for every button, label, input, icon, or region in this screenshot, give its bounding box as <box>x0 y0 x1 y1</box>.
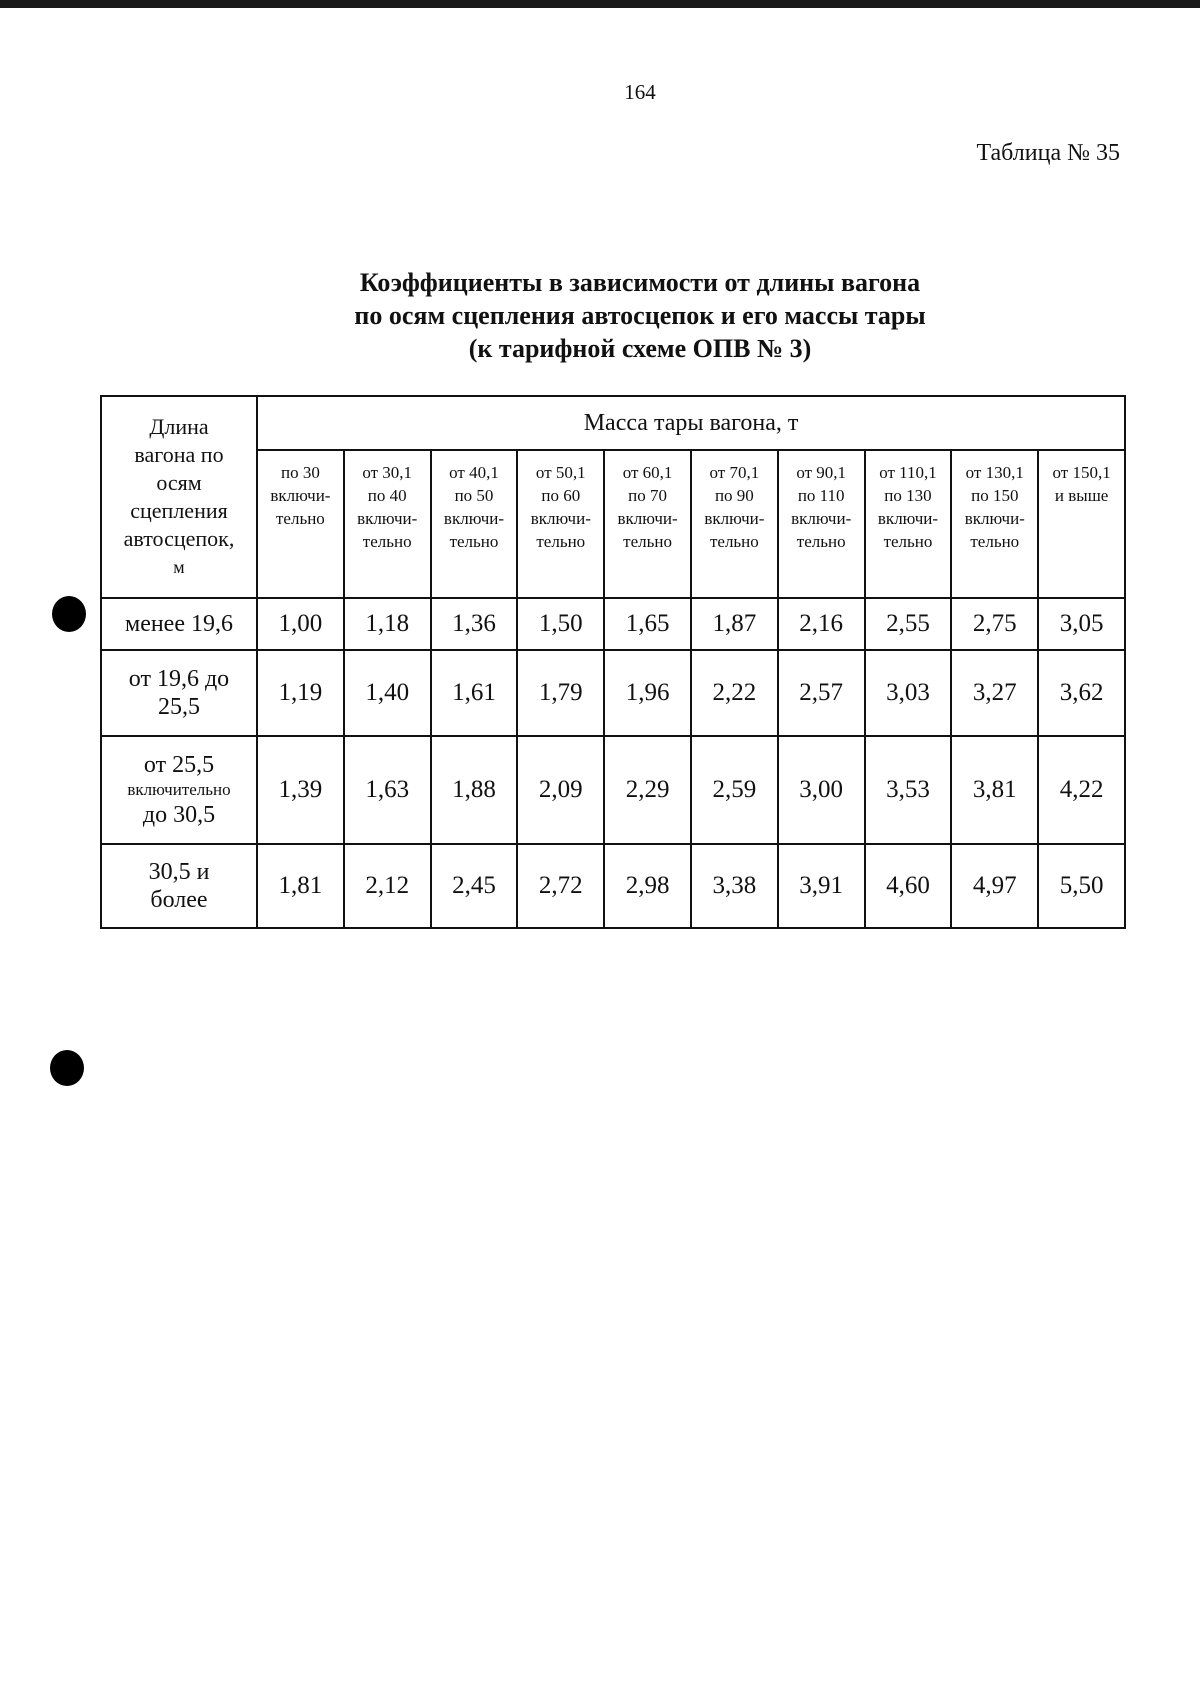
row-label-line: 25,5 <box>158 694 200 720</box>
coefficient-cell: 4,97 <box>951 844 1038 928</box>
mass-column-header-line: по 150 <box>971 486 1019 505</box>
coefficient-cell: 1,61 <box>431 650 518 736</box>
coefficient-cell: 3,38 <box>691 844 778 928</box>
mass-column-header-line: и выше <box>1054 486 1109 505</box>
coefficient-cell: 2,57 <box>778 650 865 736</box>
mass-column-header-line: от 30,1 <box>362 463 413 482</box>
coefficient-table <box>100 395 1126 929</box>
row-label <box>101 736 257 844</box>
coefficient-cell: 4,60 <box>865 844 952 928</box>
mass-column-header-line: включи- <box>964 509 1025 528</box>
coefficient-cell: 3,53 <box>865 736 952 844</box>
mass-column-header-line: включи- <box>530 509 591 528</box>
table-row <box>101 844 1125 928</box>
coefficient-cell: 3,27 <box>951 650 1038 736</box>
coefficient-cell: 2,16 <box>778 598 865 650</box>
mass-column-header <box>604 450 691 598</box>
punch-hole <box>50 1050 84 1086</box>
table-number: Таблица № 35 <box>976 140 1120 166</box>
coefficient-cell: 1,36 <box>431 598 518 650</box>
coefficient-cell: 2,72 <box>517 844 604 928</box>
mass-column-header-line: по 50 <box>454 486 494 505</box>
mass-column-header-line: по 110 <box>797 486 845 505</box>
title-line-1: Коэффициенты в зависимости от длины вагона <box>359 268 921 297</box>
mass-column-header-line: включи- <box>617 509 678 528</box>
coefficient-cell: 2,22 <box>691 650 778 736</box>
coefficient-cell: 3,00 <box>778 736 865 844</box>
row-label <box>101 844 257 928</box>
mass-column-header <box>517 450 604 598</box>
coefficient-cell: 3,05 <box>1038 598 1125 650</box>
table-row <box>101 736 1125 844</box>
mass-column-header-line: тельно <box>449 532 499 551</box>
coefficient-cell: 1,81 <box>257 844 344 928</box>
coefficient-cell: 3,81 <box>951 736 1038 844</box>
mass-column-header-line: тельно <box>275 509 325 528</box>
mass-column-header-line: включи- <box>357 509 418 528</box>
coefficient-cell: 1,50 <box>517 598 604 650</box>
mass-column-header-line: от 70,1 <box>709 463 760 482</box>
row-label <box>101 598 257 650</box>
mass-column-header <box>691 450 778 598</box>
mass-column-header-line: по 90 <box>714 486 754 505</box>
coefficient-cell: 1,19 <box>257 650 344 736</box>
mass-column-header-line: тельно <box>970 532 1020 551</box>
mass-column-header-line: от 130,1 <box>965 463 1024 482</box>
mass-column-header-line: тельно <box>709 532 759 551</box>
row-label-line: менее 19,6 <box>125 611 233 637</box>
mass-column-header-line: тельно <box>536 532 586 551</box>
coefficient-cell: 2,98 <box>604 844 691 928</box>
length-header-line: м <box>173 557 185 577</box>
mass-column-header-line: по 130 <box>884 486 932 505</box>
coefficient-cell: 4,22 <box>1038 736 1125 844</box>
mass-column-header <box>344 450 431 598</box>
mass-header: Масса тары вагона, т <box>257 396 1125 450</box>
mass-column-header-line: по 60 <box>541 486 581 505</box>
coefficient-cell: 1,63 <box>344 736 431 844</box>
coefficient-cell: 1,39 <box>257 736 344 844</box>
coefficient-cell: 1,40 <box>344 650 431 736</box>
table-row <box>101 598 1125 650</box>
title-line-3: (к тарифной схеме ОПВ № 3) <box>468 334 812 363</box>
mass-column-header-line: включи- <box>443 509 505 528</box>
mass-column-header-line: от 40,1 <box>449 463 499 482</box>
length-header-line: автосцепок, <box>123 526 235 551</box>
length-header-line: Длина <box>149 414 209 439</box>
mass-column-header-line: тельно <box>883 532 933 551</box>
coefficient-cell: 2,09 <box>517 736 604 844</box>
row-label-line: включительно <box>127 780 231 799</box>
coefficient-cell: 1,18 <box>344 598 431 650</box>
coefficient-cell: 2,29 <box>604 736 691 844</box>
mass-column-header-line: включи- <box>877 509 939 528</box>
mass-column-header-line: тельно <box>362 532 412 551</box>
length-header-line: осям <box>156 470 202 495</box>
coefficient-cell: 1,96 <box>604 650 691 736</box>
coefficient-cell: 1,65 <box>604 598 691 650</box>
mass-column-header <box>257 450 344 598</box>
mass-column-header <box>951 450 1038 598</box>
title-line-2: по осям сцепления автосцепок и его массы тары <box>354 301 926 330</box>
coefficient-cell: 2,59 <box>691 736 778 844</box>
length-header-line: вагона по <box>134 442 224 467</box>
coefficient-cell: 3,03 <box>865 650 952 736</box>
coefficient-cell: 5,50 <box>1038 844 1125 928</box>
document-title <box>200 266 1080 365</box>
row-label-line: до 30,5 <box>142 802 216 828</box>
row-label-line: 30,5 и <box>148 859 210 885</box>
mass-column-header-line: по 30 <box>280 463 320 482</box>
mass-column-header-line: от 110,1 <box>879 463 937 482</box>
mass-column-header <box>431 450 518 598</box>
mass-column-header-line: от 60,1 <box>622 463 673 482</box>
row-label-line: более <box>150 887 208 913</box>
length-header <box>101 396 257 598</box>
punch-hole <box>52 596 86 632</box>
coefficient-cell: 1,79 <box>517 650 604 736</box>
table-row <box>101 650 1125 736</box>
coefficient-cell: 1,00 <box>257 598 344 650</box>
mass-column-header-line: включи- <box>704 509 765 528</box>
mass-column-header <box>778 450 865 598</box>
mass-column-header-line: тельно <box>796 532 846 551</box>
page-number: 164 <box>624 80 656 104</box>
mass-column-header-line: от 50,1 <box>535 463 586 482</box>
coefficient-cell: 3,91 <box>778 844 865 928</box>
coefficient-cell: 2,55 <box>865 598 952 650</box>
mass-column-header-line: по 70 <box>628 486 668 505</box>
coefficient-cell: 1,88 <box>431 736 518 844</box>
mass-column-header-line: от 90,1 <box>796 463 847 482</box>
length-header-line: сцепления <box>130 498 228 523</box>
mass-column-header <box>865 450 952 598</box>
mass-column-header-line: включи- <box>270 486 331 505</box>
page-top-edge <box>0 0 1200 8</box>
coefficient-cell: 1,87 <box>691 598 778 650</box>
mass-column-header <box>1038 450 1125 598</box>
row-label-line: от 19,6 до <box>128 666 230 692</box>
coefficient-cell: 2,45 <box>431 844 518 928</box>
mass-column-header-line: включи- <box>791 509 852 528</box>
coefficient-cell: 3,62 <box>1038 650 1125 736</box>
coefficient-cell: 2,12 <box>344 844 431 928</box>
coefficient-cell: 2,75 <box>951 598 1038 650</box>
mass-column-header-line: тельно <box>623 532 672 551</box>
row-label <box>101 650 257 736</box>
mass-column-header-line: по 40 <box>367 486 407 505</box>
row-label-line: от 25,5 <box>143 752 215 778</box>
mass-column-header-line: от 150,1 <box>1052 463 1111 482</box>
